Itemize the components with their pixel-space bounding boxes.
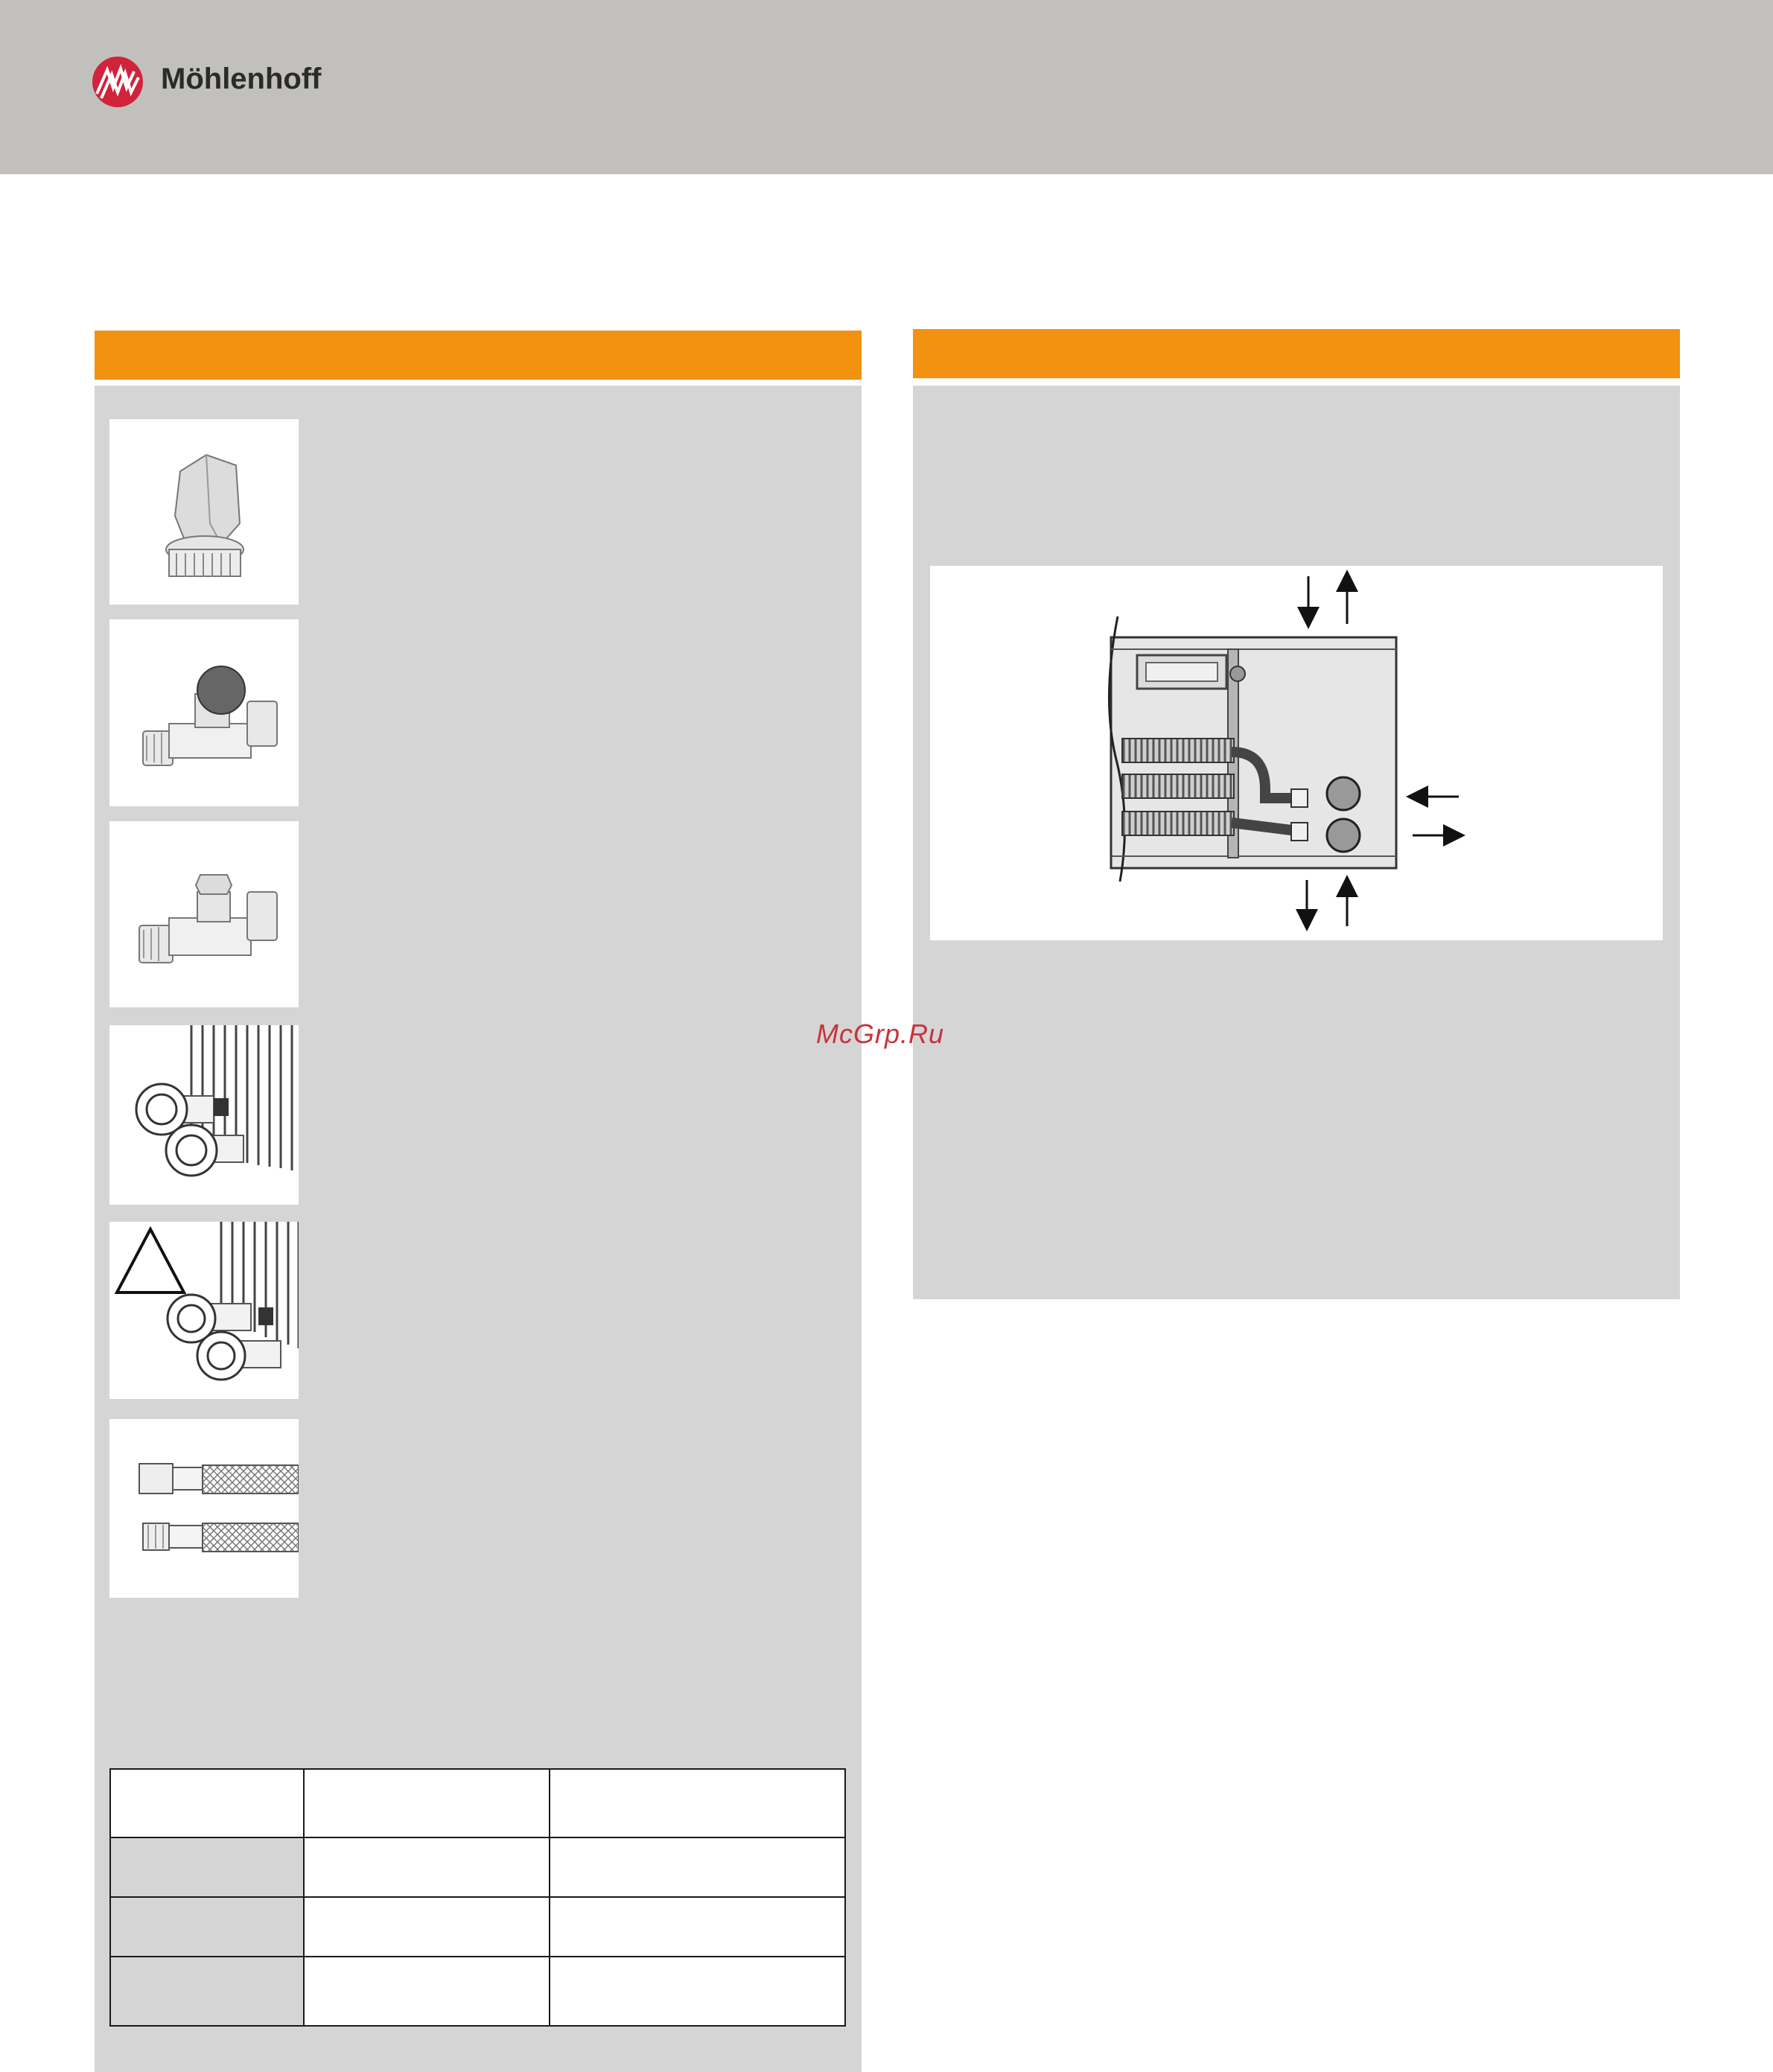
- table-cell: [550, 1957, 845, 2026]
- brand-name: Möhlenhoff: [161, 63, 322, 95]
- table-row: [110, 1957, 845, 2026]
- table-cell: [550, 1837, 845, 1897]
- table-cell: [110, 1769, 304, 1837]
- spec-table: [109, 1768, 846, 2027]
- table-cell: [304, 1957, 550, 2026]
- lockshield-valve-icon: [109, 821, 299, 1007]
- table-cell: [304, 1769, 550, 1837]
- header-bar: [0, 0, 1773, 174]
- table-cell: [550, 1897, 845, 1957]
- warning-valve-connection-icon: [109, 1222, 299, 1399]
- right-section-header: [913, 329, 1680, 378]
- table-cell: [110, 1837, 304, 1897]
- table-cell: [304, 1897, 550, 1957]
- table-cell: [110, 1957, 304, 2026]
- convector-connection-diagram-icon: [930, 566, 1663, 940]
- watermark: McGrp.Ru: [816, 1019, 945, 1049]
- table-cell: [550, 1769, 845, 1837]
- table-cell: [304, 1837, 550, 1897]
- mohlenhoff-logo-icon: [91, 55, 144, 109]
- table-row: [110, 1897, 845, 1957]
- thermostatic-valve-icon: [109, 619, 299, 806]
- table-row: [110, 1769, 845, 1837]
- left-section-header: [95, 331, 862, 380]
- thermostat-head-icon: [109, 419, 299, 605]
- table-row: [110, 1837, 845, 1897]
- table-cell: [110, 1897, 304, 1957]
- flexible-hose-icon: [109, 1419, 299, 1598]
- valve-connection-icon: [109, 1025, 299, 1205]
